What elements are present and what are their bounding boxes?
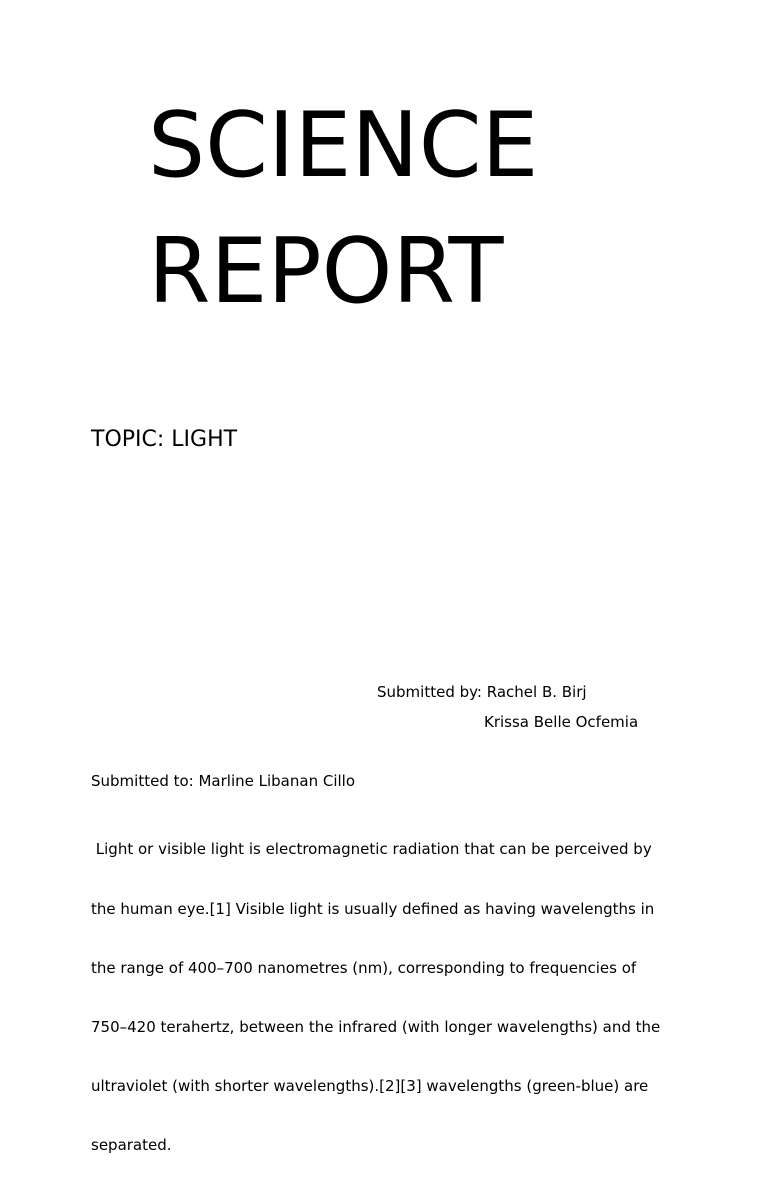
body-line: separated.	[91, 1135, 172, 1154]
submitted-by-second-name: Krissa Belle Ocfemia	[484, 713, 639, 731]
body-line: the range of 400–700 nanometres (nm), corresponding to frequencies of	[91, 958, 637, 977]
submitted-by-line: Submitted by: Rachel B. Birj	[377, 683, 587, 701]
topic-heading: TOPIC: LIGHT	[91, 427, 238, 452]
submitted-to-line: Submitted to: Marline Libanan Cillo	[91, 772, 355, 790]
body-line: ultraviolet (with shorter wavelengths).[2][3] wavelengths (green-blue) are	[91, 1076, 649, 1095]
report-title-line-1: SCIENCE	[148, 93, 539, 198]
body-line: the human eye.[1] Visible light is usually defined as having wavelengths in	[91, 899, 655, 918]
body-paragraph	[91, 801, 676, 1195]
body-line: 750–420 terahertz, between the infrared (with longer wavelengths) and the	[91, 1017, 661, 1036]
body-line: Light or visible light is electromagnetic radiation that can be perceived by	[91, 840, 652, 859]
report-title-line-2: REPORT	[148, 219, 504, 324]
